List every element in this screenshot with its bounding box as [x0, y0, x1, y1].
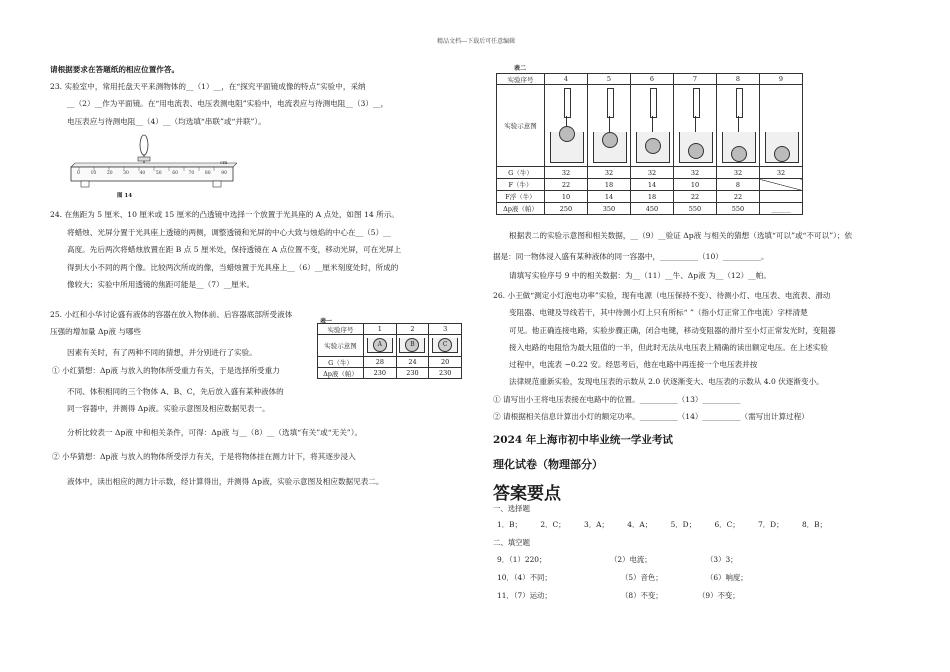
- table2-cell: 6: [631, 74, 674, 85]
- table2-cell: 9: [760, 74, 803, 85]
- fill-answer: 11．（7）运动；: [497, 591, 552, 600]
- table2-title: 表二: [514, 65, 527, 72]
- q25-line2: 压强的增加量 Δp液 与哪些: [50, 327, 142, 336]
- optical-bench-figure: [67, 133, 237, 201]
- table2-cell: 10: [674, 179, 717, 191]
- fill-answer: 10．（4）不同；: [497, 573, 552, 582]
- table2-cell: 32: [631, 167, 674, 179]
- table2-cell: 32: [545, 167, 588, 179]
- figure-label: 图 14: [117, 193, 133, 199]
- table2-cell: 8: [717, 179, 760, 191]
- q25-line7: 分析比较表一 Δp液 中和相关条件，可得：Δp液 与__（8）__（选填“有关”或“无关”）。: [67, 428, 363, 437]
- table2-cell: 实验序号: [497, 74, 545, 85]
- q26-line8: ② 请根据相关信息计算出小灯的额定功率。__________（14）__________（需写出计算过程）: [493, 412, 809, 421]
- table1: [317, 323, 462, 379]
- beaker-diagram: [429, 335, 462, 357]
- fill-answer: （9）不变；: [698, 591, 740, 600]
- section-multiple-choice: 一、选择题: [493, 504, 530, 513]
- table1-cell: 20: [429, 357, 462, 368]
- table2-cell: 250: [545, 203, 588, 215]
- q23-line3: 电压表应与待测电阻__（4）__（均选填“串联”或“并联”）。: [67, 117, 266, 126]
- table1-cell: 实验序号: [318, 324, 364, 335]
- table2-cell: ______: [760, 203, 803, 215]
- table2-cell: 14: [631, 179, 674, 191]
- q24-line2: 将蜡烛、光屏分置于光具座上透镜的两侧，调整透镜和光屏的中心大致与烛焰的中心在__（5）__: [67, 228, 391, 237]
- ruler-unit: cm: [220, 160, 228, 166]
- q25-line3: 因素有关时，有了两种不同的猜想，并分别进行了实验。: [67, 348, 257, 357]
- table2-cell: 22: [674, 191, 717, 203]
- q25-line1: 25. 小红和小华讨论盛有液体的容器在放入物体前、后容器底部所受液体: [50, 310, 293, 319]
- table1-cell: 2: [396, 324, 429, 335]
- fill-answer: 9．（1）220；: [497, 555, 547, 564]
- section-fill-in: 二、填空题: [493, 538, 530, 547]
- mc-answer: 4．A；: [627, 520, 653, 529]
- q25b-line1: 根据表二的实验示意图和相关数据，__（9）__验证 Δp液 与相关的猜想（选填“可以”或“不可以”）；依: [509, 231, 853, 240]
- spring-scale-diagram: [674, 85, 717, 167]
- table2-cell: 7: [674, 74, 717, 85]
- q24-line3: 高度。先后两次将蜡烛放置在距 B 点 5 厘米处，保持透镜在 A 点位置不变，移动光屏，可在光屏上: [67, 245, 402, 254]
- mc-answer: 6．C；: [714, 520, 740, 529]
- table1-cell: 1: [364, 324, 397, 335]
- q24-line1: 24. 在焦距为 5 厘米、10 厘米或 15 厘米的凸透镜中选择一个放置于光具座的 A 点处，如图 14 所示。: [50, 210, 399, 219]
- table1-cell: 230: [364, 368, 397, 379]
- table2-cell: 32: [588, 167, 631, 179]
- ruler-tick: 20: [106, 171, 113, 176]
- table1-cell: G（牛）: [318, 357, 364, 368]
- fill-answer: （5）音色；: [621, 573, 663, 582]
- table2-cell: 4: [545, 74, 588, 85]
- q26-line7: ① 请写出小王将电压表接在电路中的位置。__________（13）__________: [493, 395, 741, 404]
- table1-cell: 实验示意图: [318, 335, 364, 357]
- instruction: 请根据要求在答题纸的相应位置作答。: [50, 65, 180, 74]
- page-header: 精品文档---下载后可任意编辑: [437, 38, 516, 45]
- table2-cell: 22: [717, 191, 760, 203]
- q25-line9: 液体中，读出相应的测力计示数，经计算得出，并测得 Δp液，实验示意图及相应数据见表二。: [67, 477, 384, 486]
- q23-line1: 23. 实验室中，常用托盘天平来测物体的__（1）__，在“探究平面镜成像的特点”实验中，采纳: [50, 82, 366, 91]
- table2-cell: 32: [760, 167, 803, 179]
- object-ball: A: [373, 338, 387, 352]
- table1-cell: 230: [429, 368, 462, 379]
- fill-answer: （3）3；: [706, 555, 738, 564]
- table2-cell: 550: [717, 203, 760, 215]
- table2-cell: 32: [674, 167, 717, 179]
- spring-scale-diagram: [631, 85, 674, 167]
- mc-answer: 1．B；: [497, 520, 522, 529]
- table2-cell: 450: [631, 203, 674, 215]
- spring-scale-diagram: [588, 85, 631, 167]
- table2-cell: 22: [545, 179, 588, 191]
- answer-key-title: 答案要点: [493, 484, 561, 504]
- beaker-only-diagram: [760, 85, 803, 167]
- mc-answer: 5．D；: [670, 520, 697, 529]
- table2-cell: 18: [588, 179, 631, 191]
- table2-cell: 8: [717, 74, 760, 85]
- q25-line8: ② 小华猜想：Δp液 与放入的物体所受浮力有关，于是将物体挂在测力计下，将其逐步浸入: [52, 452, 356, 461]
- ruler-tick: 80: [204, 171, 211, 176]
- table2-cell: G（牛）: [497, 167, 545, 179]
- fill-answer: （8）不变；: [621, 591, 663, 600]
- spring-scale-diagram: [545, 85, 588, 167]
- table2-cell: 350: [588, 203, 631, 215]
- table1-title: 表一: [320, 318, 333, 325]
- exam-title: 2024 年上海市初中毕业统一学业考试: [493, 434, 673, 446]
- mc-answer: 8．B；: [801, 520, 827, 529]
- beaker-diagram: [364, 335, 397, 357]
- table2-cell: 14: [588, 191, 631, 203]
- q24-line4: 得到大小不同的两个像。比较两次所成的像，当蜡烛置于光具座上__（6）__厘米刻度处时，所成的: [67, 263, 399, 272]
- spring-scale-diagram: [717, 85, 760, 167]
- table2-cell: 10: [545, 191, 588, 203]
- mc-answers: [497, 519, 827, 530]
- table2-cell: 实验示意图: [497, 85, 545, 167]
- beaker-diagram: [396, 335, 429, 357]
- ruler-tick: 10: [90, 171, 97, 176]
- q26-line1: 26. 小王做“测定小灯泡电功率”实验，现有电源（电压保持不变）、待测小灯、电压表、电流表、滑动: [493, 291, 831, 300]
- q26-line2: 变阻器、电键及导线若干，其中待测小灯上只有所标“ ”（指小灯正常工作电流）字样清楚: [509, 308, 808, 317]
- table1-cell: Δp液（帕）: [318, 368, 364, 379]
- table1-cell: 230: [396, 368, 429, 379]
- fill-answer: （2）电流；: [610, 555, 652, 564]
- q25-line5: 不同、体积相同的三个物体 A、B、C，先后放入盛有某种液体的: [67, 387, 284, 396]
- ruler-tick: 50: [155, 171, 162, 176]
- table2-cell: 5: [588, 74, 631, 85]
- fill-answer: （6）响度；: [706, 573, 748, 582]
- table2-diagonal-cell: [760, 179, 803, 191]
- table2-cell: 32: [717, 167, 760, 179]
- table2-cell: 18: [631, 191, 674, 203]
- q26-line6: 法律规范重新实验，发现电压表的示数从 2.0 伏逐渐变大、电压表的示数从 4.0 伏逐渐变小。: [509, 377, 824, 386]
- q23-line2: __（2）__作为平面镜。在“用电流表、电压表测电阻”实验中，电流表应与待测电阻__（3）__，: [67, 99, 389, 108]
- q25b-line3: 请填写实验序号 9 中的相关数据：为__（11）__牛、Δp液 为__（12）__帕。: [509, 271, 771, 280]
- table1-cell: 24: [396, 357, 429, 368]
- table2: [496, 73, 803, 215]
- q25-line6: 同一容器中，并测得 Δp液。实验示意图及相应数据见表一。: [67, 404, 270, 413]
- q24-line5: 像较大；实验中所用透镜的焦距可能是__（7）__厘米。: [67, 280, 255, 289]
- table1-cell: 3: [429, 324, 462, 335]
- object-ball: C: [438, 338, 452, 352]
- table2-cell: [760, 191, 803, 203]
- ruler-tick: 30: [123, 171, 129, 176]
- q26-line5: 过程中，电流表 −0.22 安。经思考后，他在电路中再连接一个电压表并按: [509, 360, 758, 369]
- table2-cell: F（牛）: [497, 179, 545, 191]
- ruler-tick: 40: [139, 171, 146, 176]
- ruler-tick: 70: [188, 171, 195, 176]
- ruler-tick: 0: [77, 171, 80, 176]
- table2-cell: F浮（牛）: [497, 191, 545, 203]
- mc-answer: 2．C；: [540, 520, 566, 529]
- ruler-tick: 60: [172, 171, 178, 176]
- mc-answer: 3．A；: [584, 520, 609, 529]
- table1-cell: 28: [364, 357, 397, 368]
- object-ball: B: [405, 338, 419, 352]
- table2-cell: Δp液（帕）: [497, 203, 545, 215]
- mc-answer: 7．D；: [758, 520, 784, 529]
- q25b-line2: 据是：同一物体浸入盛有某种液体的同一容器中，__________（10）__________。: [493, 252, 769, 261]
- q26-line4: 接入电路的电阻恰为最大阻值的一半，但此时无法从电压表上精确的读出额定电压。在上述实验: [509, 343, 828, 352]
- q26-line3: 可见。他正确连接电路，实验步骤正确，闭合电键，移动变阻器的滑片至小灯正常发光时，变阻器: [509, 326, 836, 335]
- paper-title: 理化试卷（物理部分）: [493, 458, 603, 471]
- ruler-tick: 90: [221, 171, 227, 176]
- table2-cell: 550: [674, 203, 717, 215]
- q25-line4: ① 小红猜想：Δp液 与放入的物体所受重力有关，于是选择所受重力: [52, 366, 280, 375]
